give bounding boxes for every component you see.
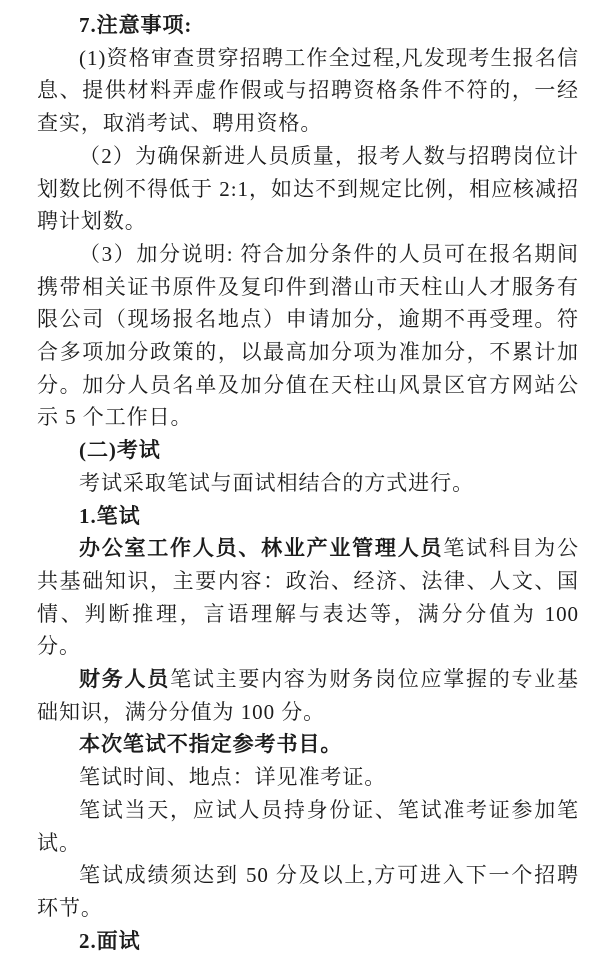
text-segment: 考试采取笔试与面试相结合的方式进行。 [79,470,475,495]
bold-text-segment: 财务人员 [79,667,171,692]
bold-text-segment: 本次笔试不指定参考书目。 [79,732,343,757]
text-segment: （3）加分说明: 符合加分条件的人员可在报名期间携带相关证书原件及复印件到潜山市天柱山人才服务有限公司（现场报名地点）申请加分，逾期不再受理。符合多项加分政策的，以最高加分项为准加分，不累计加分。加分人员名单及加分值在天柱山风景区官方网站公示 5 个工作日。 [37,241,579,430]
bold-text-segment: (二)考试 [79,438,161,463]
paragraph [37,532,579,663]
paragraph [37,728,579,761]
section-heading [37,9,579,42]
bold-text-segment: 2.面试 [79,928,141,953]
section-heading [37,434,579,467]
bold-text-segment: 7.注意事项: [79,13,193,37]
text-segment: (1)资格审查贯穿招聘工作全过程,凡发现考生报名信息、提供材料弄虚作假或与招聘资格条件不符的，一经查实，取消考试、聘用资格。 [37,45,579,136]
text-segment: （2）为确保新进人员质量，报考人数与招聘岗位计划数比例不得低于 2:1，如达不到规定比例，相应核减招聘计划数。 [37,143,579,234]
paragraph [37,140,579,238]
bold-text-segment: 1.笔试 [79,503,141,528]
paragraph [37,467,579,500]
text-segment: 笔试主要内容为财务岗位应掌握的专业基础知识，满分分值为 100 分。 [37,667,579,724]
paragraph [37,238,579,434]
text-segment: 笔试成绩须达到 50 分及以上,方可进入下一个招聘环节。 [37,863,579,920]
text-segment: 笔试科目为公共基础知识，主要内容：政治、经济、法律、人文、国情、判断推理，言语理解与表达等，满分分值为 100 分。 [37,536,579,659]
text-segment: 笔试当天，应试人员持身份证、笔试准考证参加笔试。 [37,797,579,855]
section-heading [37,500,579,533]
paragraph [37,794,579,859]
paragraph [37,42,579,140]
paragraph [37,663,579,728]
section-heading [37,925,579,957]
paragraph [37,761,579,794]
bold-text-segment: 办公室工作人员、林业产业管理人员 [79,536,444,561]
paragraph [37,859,579,924]
text-segment: 笔试时间、地点：详见准考证。 [79,765,387,790]
